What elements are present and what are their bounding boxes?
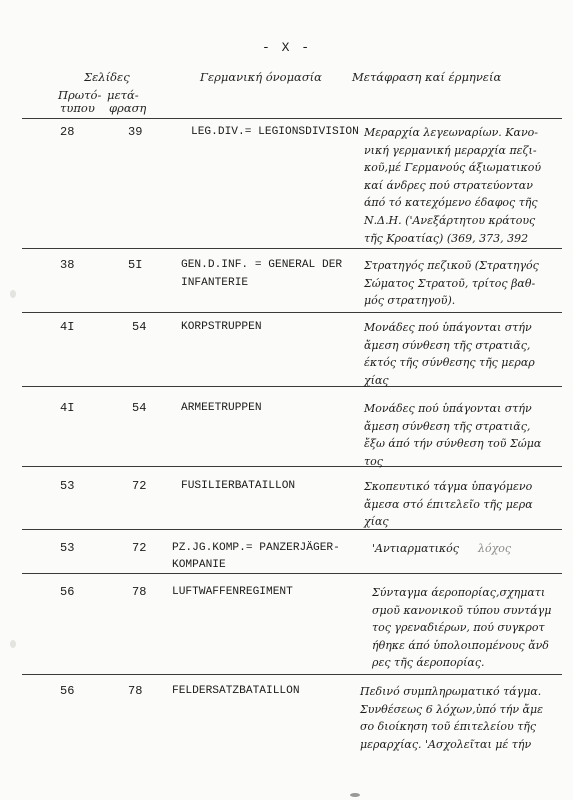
greek-line: σο διοίκηση τοῦ έπιτελείου τῆς <box>360 720 537 734</box>
header-translation-line2: φραση <box>109 101 147 115</box>
greek-line: μεραρχίας. 'Ασχολεῖται μέ τήν <box>360 737 532 751</box>
table-rule <box>22 466 562 467</box>
greek-line: μός στρατηγοῦ). <box>364 294 456 308</box>
greek-line: Μονάδες πού ὑπάγονται στήν <box>364 402 532 415</box>
original-page: 53 <box>60 541 75 555</box>
scan-mark <box>10 640 16 648</box>
greek-line: Πεδινό συμπληρωματικό τάγμα. <box>360 685 542 698</box>
translation-page: 72 <box>132 479 147 493</box>
table-rule <box>22 248 562 249</box>
german-term: FUSILIERBATAILLON <box>181 480 296 492</box>
header-pages: Σελίδες <box>84 70 130 84</box>
greek-line: ἔξω άπό τήν σύνθεση τοῦ Σώμα <box>364 437 542 451</box>
table-rule <box>22 573 562 574</box>
scan-mark <box>350 793 360 797</box>
translation-page: 39 <box>128 125 143 139</box>
greek-line: Σώματος Στρατοῦ, τρίτος βαθ- <box>364 276 536 290</box>
greek-line: Στρατηγός πεζικοῦ (Στρατηγός <box>364 259 539 272</box>
header-meaning: Μετάφραση καί έρμηνεία <box>352 70 502 84</box>
greek-line: έκτός τῆς σύνθεσης τῆς μεραρ <box>364 356 535 370</box>
german-term: PZ.JG.KOMP.= PANZERJÄGER- <box>172 542 340 554</box>
german-term: KORPSTRUPPEN <box>181 321 262 333</box>
greek-line: νική γερμανική μεραρχία πεζι- <box>364 143 537 157</box>
german-term: LUFTWAFFENREGIMENT <box>172 586 293 598</box>
original-page: 28 <box>60 125 75 139</box>
german-term: FELDERSATZBATAILLON <box>172 685 300 697</box>
greek-line: ἄμεσα στό έπιτελεῖο τῆς μερα <box>364 497 533 511</box>
translation-page: 54 <box>132 401 147 415</box>
greek-line: ρες τῆς άεροπορίας. <box>372 656 485 670</box>
greek-line: ἄμεση σύνθεση τῆς στρατιᾶς, <box>364 338 531 352</box>
greek-line: άπό τό κατεχόμενο έδαφος τῆς <box>364 196 538 210</box>
greek-line: κοῦ,μέ Γερμανούς άξιωματικού <box>364 161 542 175</box>
header-original-line1: Πρωτό- <box>58 88 102 102</box>
greek-line: σμοῦ κανονικοῦ τύπου συντάγμ <box>372 603 552 617</box>
german-term: ARMEETRUPPEN <box>181 402 262 414</box>
greek-line: Σκοπευτικό τάγμα ὑπαγόμενο <box>364 480 533 493</box>
header-original-line2: τυπου <box>60 101 95 115</box>
header-german-name: Γερμανική όνομασία <box>200 70 322 84</box>
table-rule <box>22 674 562 675</box>
table-rule <box>22 118 562 119</box>
greek-line: τος γρεναδιέρων, πού συγκροτ <box>372 621 545 635</box>
original-page: 4I <box>60 401 75 415</box>
greek-line: ἄμεση σύνθεση τῆς στρατιᾶς, <box>364 419 531 433</box>
greek-line: Συνθέσεως 6 λόχων,ὑπό τήν ἄμε <box>360 702 543 716</box>
greek-line: 'Αντιαρματικός <box>372 542 459 555</box>
translation-page: 72 <box>132 541 147 555</box>
original-page: 53 <box>60 479 75 493</box>
original-page: 4I <box>60 320 75 334</box>
greek-line: τῆς Κροατίας) (369, 373, 392 <box>364 231 529 245</box>
german-term: KOMPANIE <box>172 559 226 571</box>
greek-line: Ν.Δ.Η. ('Ανεξάρτητου κράτους <box>364 214 536 227</box>
german-term: INFANTERIE <box>181 276 249 289</box>
german-term: GEN.D.INF. = GENERAL DER <box>181 259 343 271</box>
page-number: - X - <box>261 40 311 55</box>
greek-line: τος <box>364 454 383 468</box>
table-rule <box>22 529 562 530</box>
translation-page: 5I <box>128 258 143 272</box>
greek-line: καί άνδρες πού στρατεύονταν <box>364 178 533 192</box>
translation-page: 78 <box>132 585 147 599</box>
handwritten-note: λόχος <box>478 542 512 555</box>
scan-mark <box>10 290 16 298</box>
table-rule <box>22 386 562 387</box>
translation-page: 78 <box>128 684 143 698</box>
original-page: 38 <box>60 258 75 272</box>
table-rule <box>22 312 562 313</box>
greek-line: Μονάδες πού ὑπάγονται στήν <box>364 321 532 334</box>
greek-line: χίας <box>364 515 389 529</box>
header-translation-line1: μετά- <box>107 88 139 102</box>
original-page: 56 <box>60 684 75 698</box>
greek-line: Σύνταγμα άεροπορίας,σχηματι <box>372 586 546 599</box>
translation-page: 54 <box>132 320 147 334</box>
greek-line: χίας <box>364 373 389 387</box>
greek-line: Μεραρχία λεγεωναρίων. Κανο- <box>364 126 538 139</box>
greek-line: ήθηκε άπό ὑπολοιπομένους ἄνδ <box>372 638 549 652</box>
original-page: 56 <box>60 585 75 599</box>
german-term: LEG.DIV.= LEGIONSDIVISION <box>191 126 359 138</box>
